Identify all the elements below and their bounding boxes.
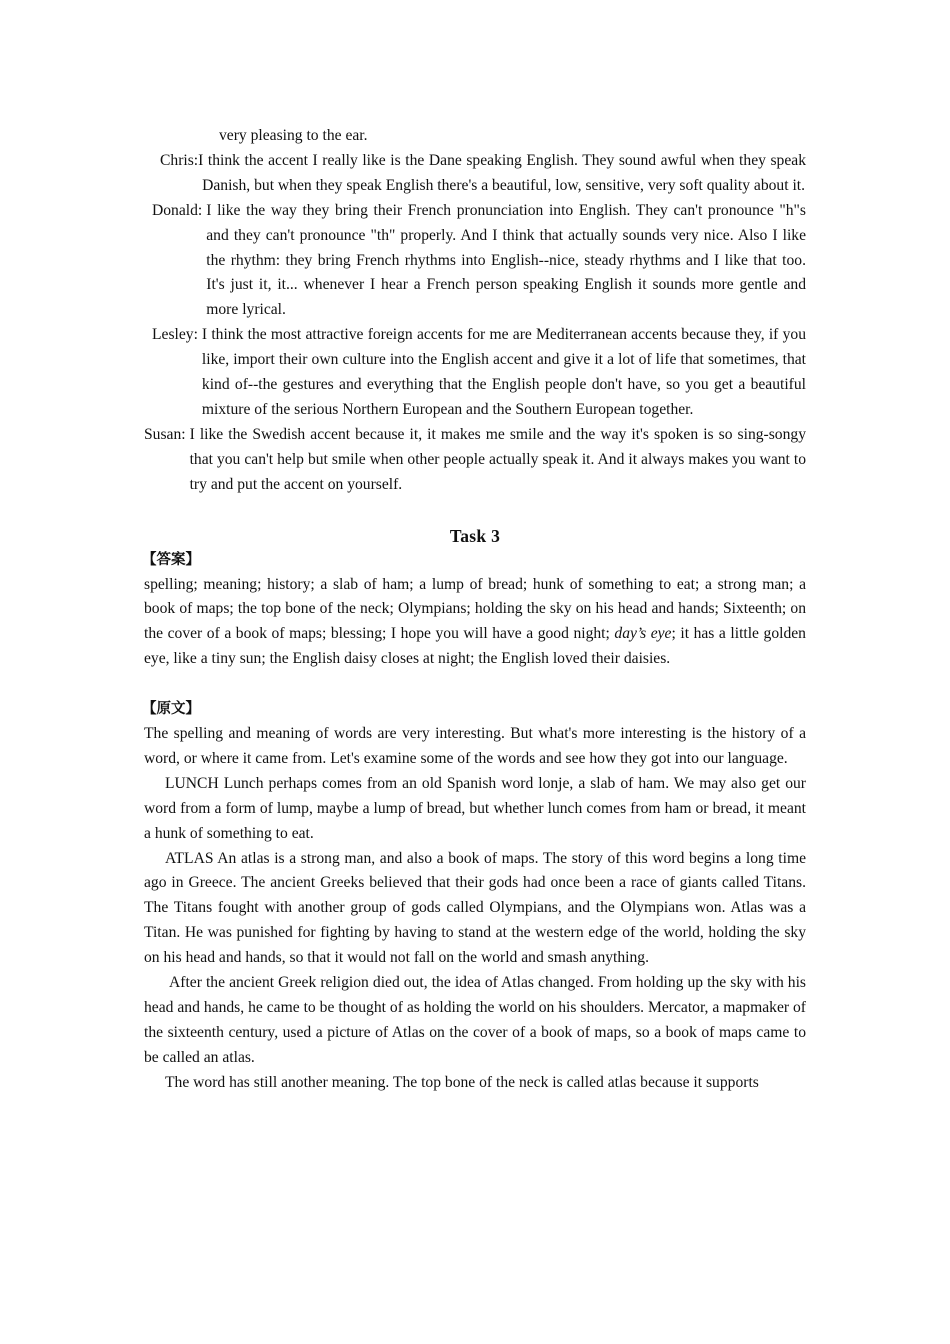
answer-text-part1: spelling; meaning; history; a slab of ham; a lump of bread; hunk of something to eat; a strong man; a book of maps; the top bone of the neck; Olympians; holding the sky on his head and hands; Sixteenth; on the cover of a book of maps; blessing; I hope you will have a good night; (144, 575, 806, 643)
answer-text (144, 573, 806, 673)
speaker-name: Susan: (144, 425, 186, 443)
speaker-lesley (144, 323, 806, 423)
paragraph-atlas-changed: After the ancient Greek religion died out, the idea of Atlas changed. From holding up the sky with his head and hands, he came to be thought of as holding the world on his shoulders. Mercator, a mapmaker of the sixteenth century, used a picture of Atlas on the cover of a book of maps, so a book of maps came to be called an atlas. (144, 974, 806, 1066)
speaker-susan (144, 423, 806, 498)
document-page (144, 124, 806, 1096)
paragraph-atlas-bone: The word has still another meaning. The top bone of the neck is called atlas because it supports (165, 1073, 759, 1091)
speaker-text: I like the Swedish accent because it, it makes me smile and the way it's spoken is so sing-songy that you can't help but smile when other people actually speak it. And it always makes you want to try and put the accent on yourself. (189, 425, 806, 493)
speaker-name: Donald: (152, 201, 203, 219)
speaker-name: Lesley: (152, 326, 198, 344)
task-title: Task 3 (449, 525, 501, 546)
answer-text-italic: day’s eye (614, 625, 672, 643)
continuation-line: very pleasing to the ear. (219, 127, 368, 144)
speaker-name: Chris: (160, 151, 199, 169)
original-text-label: 【原文】 (142, 701, 200, 718)
paragraph-atlas: ATLAS An atlas is a strong man, and also a book of maps. The story of this word begins a long time ago in Greece. The ancient Greeks believed that their gods had once been a race of giants called Titans. The Titans fought with another group of gods called Olympians, and the Olympians won. Atlas was a Titan. He was punished for fighting by having to stand at the western edge of the world, holding the sky on his head and hands, so that it would not fall on the world and smash anything. (144, 849, 806, 967)
answer-text-part2: ; it has a little golden eye, like a tiny sun; the English daisy closes at night; the English loved their daisies. (144, 625, 806, 668)
speaker-donald (144, 199, 806, 324)
spacer (144, 672, 806, 697)
paragraph-intro: The spelling and meaning of words are very interesting. But what's more interesting is the history of a word, or where it came from. Let's examine some of the words and see how they got into our language. (144, 725, 806, 767)
speaker-chris (144, 149, 806, 199)
paragraph-lunch: LUNCH Lunch perhaps comes from an old Spanish word lonje, a slab of ham. We may also get our word from a form of lump, maybe a lump of bread, but whether lunch comes from ham or bread, it meant a hunk of something to eat. (144, 774, 806, 842)
speaker-text: I think the most attractive foreign accents for me are Mediterranean accents because they, if you like, import their own culture into the English accent and give it a lot of life that sometimes, that kind of--the gestures and everything that the English people don't have, so you get a beautiful mixture of the serious Northern European and the Southern European together. (201, 326, 806, 418)
speaker-text: I think the accent I really like is the Dane speaking English. They sound awful when they speak Danish, but when they speak English there's a beautiful, low, sensitive, very soft quality about it. (198, 151, 806, 194)
answer-label: 【答案】 (142, 551, 200, 568)
speaker-text: I like the way they bring their French pronunciation into English. They can't pronounce "h"s and they can't pronounce "th" properly. And I think that actually sounds very nice. Also I like the rhythm: they bring French rhythms into English--nice, steady rhythms and I like that too. It's just it, it... whenever I hear a French person speaking English it sounds more gentle and more lyrical. (206, 201, 806, 319)
